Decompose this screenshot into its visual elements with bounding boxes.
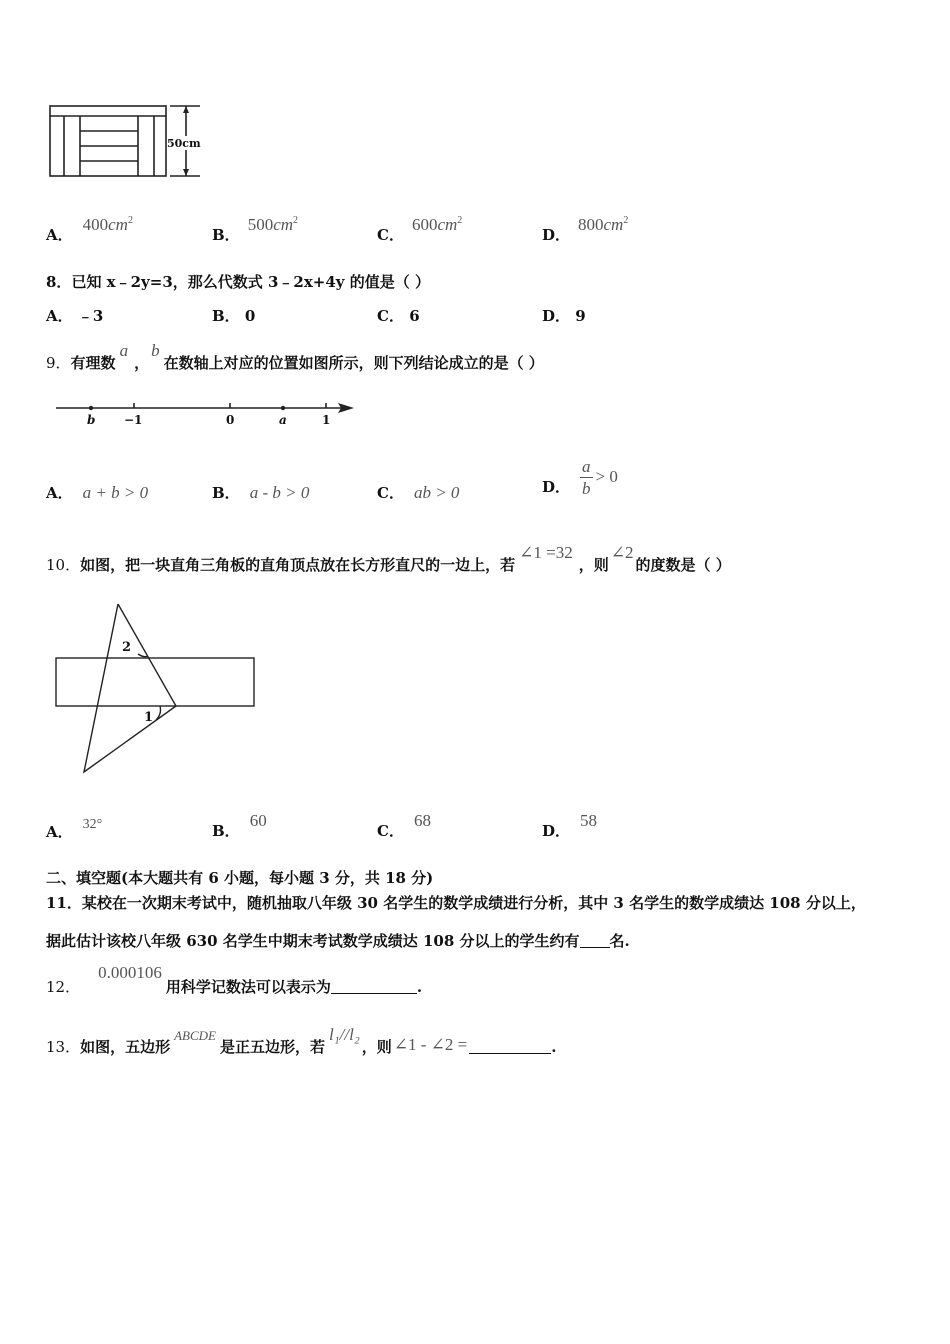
q13-number: 13． bbox=[46, 1038, 81, 1056]
q7-option-c bbox=[377, 214, 463, 244]
q9-option-a: A． a + b > 0 bbox=[46, 483, 149, 502]
q9-number-line bbox=[54, 396, 360, 430]
q12-stem: 12．0.000106用科学记数法可以表示为 . bbox=[46, 963, 423, 996]
q12-text: 用科学记数法可以表示为 bbox=[165, 978, 331, 996]
q10-option-a: A． 32° bbox=[46, 817, 103, 841]
q7-option-d bbox=[542, 214, 629, 244]
q8-option-b: B． 0 bbox=[212, 307, 256, 325]
q7-option-b-letter: B． bbox=[212, 226, 240, 244]
q8-option-d: D． 9 bbox=[542, 307, 586, 325]
q7-option-b-value: $500cm^2$ bbox=[247, 215, 299, 234]
q10-option-c: C．68 bbox=[377, 811, 431, 840]
q9-text-a: 有理数 bbox=[70, 354, 116, 372]
q9-option-c: C． ab > 0 bbox=[377, 483, 460, 502]
q13-parallel: l₁//l₂ bbox=[329, 1025, 360, 1044]
q10-figure bbox=[52, 600, 262, 776]
q7-option-a-letter: A． bbox=[46, 226, 73, 244]
q12-answer-blank[interactable] bbox=[331, 979, 417, 994]
q11-line-2: 据此估计该校八年级 630 名学生中期末考试数学成绩达 108 分以上的学生约有 名. bbox=[46, 932, 630, 950]
q13-answer-blank[interactable] bbox=[469, 1039, 551, 1054]
section-2-title: 二、填空题(本大题共有 6 小题，每小题 3 分，共 18 分) bbox=[46, 869, 434, 887]
q12-expr: 0.000106 bbox=[98, 963, 162, 982]
q11-line-1: 11．某校在一次期末考试中，随机抽取八年级 30 名学生的数学成绩进行分析，其中 3 名学生的数学成绩达 108 分以上， bbox=[46, 894, 866, 912]
q7-option-c-value: $600cm^2$ bbox=[411, 215, 463, 234]
q10-fig-angle-1: 1 bbox=[144, 710, 154, 725]
q7-figure bbox=[46, 100, 206, 182]
q10-fig-angle-2: 2 bbox=[122, 640, 132, 655]
q8-text: 已知 x﹣2y=3，那么代数式 3﹣2x+4y 的值是（ ） bbox=[71, 273, 430, 291]
q7-option-a-value: $400cm^2$ bbox=[82, 215, 133, 234]
q7-option-d-value: $800cm^2$ bbox=[578, 215, 629, 234]
q9-text-b: 在数轴上对应的位置如图所示，则下列结论成立的是（ ） bbox=[163, 354, 544, 372]
q13-stem: 13．如图，五边形ABCDE是正五边形，若l₁//l₂，则 ∠1 - ∠2 = . bbox=[46, 1025, 557, 1056]
q13-text-b: 是正五边形，若 bbox=[220, 1038, 326, 1056]
q12-number: 12． bbox=[46, 978, 81, 996]
q9-axis-label-b: b bbox=[87, 413, 96, 427]
q8-option-a: A． ﹣3 bbox=[46, 307, 104, 325]
q9-axis-label-a: a bbox=[279, 413, 287, 427]
q7-option-d-letter: D． bbox=[542, 226, 571, 244]
q8-number: 8． bbox=[46, 273, 72, 291]
q13-text-c: ，则 bbox=[361, 1038, 392, 1056]
q10-text-c: 的度数是（ ） bbox=[635, 556, 731, 574]
q10-target-angle: ∠2 bbox=[610, 543, 634, 562]
q10-condition: ∠1 =32 bbox=[519, 543, 573, 562]
q9-axis-label-minus-one: −1 bbox=[124, 413, 143, 427]
q7-option-b bbox=[212, 214, 299, 244]
q10-text-a: 如图，把一块直角三角板的直角顶点放在长方形直尺的一边上，若 bbox=[80, 556, 516, 574]
q10-option-b: B．60 bbox=[212, 811, 267, 840]
q9-option-d: D． $\frac{a}{b}$ > 0 bbox=[542, 457, 618, 498]
q9-stem bbox=[46, 340, 544, 372]
q9-var-b: b bbox=[151, 341, 160, 360]
q10-number: 10． bbox=[46, 556, 81, 574]
q7-figure-label: 50cm bbox=[167, 137, 201, 150]
q13-expr: ∠1 - ∠2 = bbox=[393, 1035, 468, 1054]
q9-axis-label-zero: 0 bbox=[226, 413, 235, 427]
q9-sep: ， bbox=[134, 354, 150, 372]
q11-answer-blank[interactable] bbox=[580, 933, 610, 948]
q13-text-a: 如图，五边形 bbox=[80, 1038, 171, 1056]
q10-text-b: ，则 bbox=[578, 556, 609, 574]
q9-axis-label-one: 1 bbox=[322, 413, 331, 427]
q8-stem bbox=[46, 271, 430, 292]
q9-option-d-fraction: $\frac{a}{b}$ bbox=[582, 457, 591, 498]
q7-option-c-letter: C． bbox=[377, 226, 404, 244]
q10-option-d: D．58 bbox=[542, 811, 598, 840]
q7-option-a bbox=[46, 214, 133, 244]
q8-option-c: C． 6 bbox=[377, 307, 420, 325]
q13-shape: ABCDE bbox=[174, 1028, 216, 1043]
q9-var-a: a bbox=[119, 341, 129, 360]
q9-number: 9． bbox=[46, 354, 71, 372]
q10-stem bbox=[46, 542, 731, 574]
q9-option-b: B． a - b > 0 bbox=[212, 483, 310, 502]
